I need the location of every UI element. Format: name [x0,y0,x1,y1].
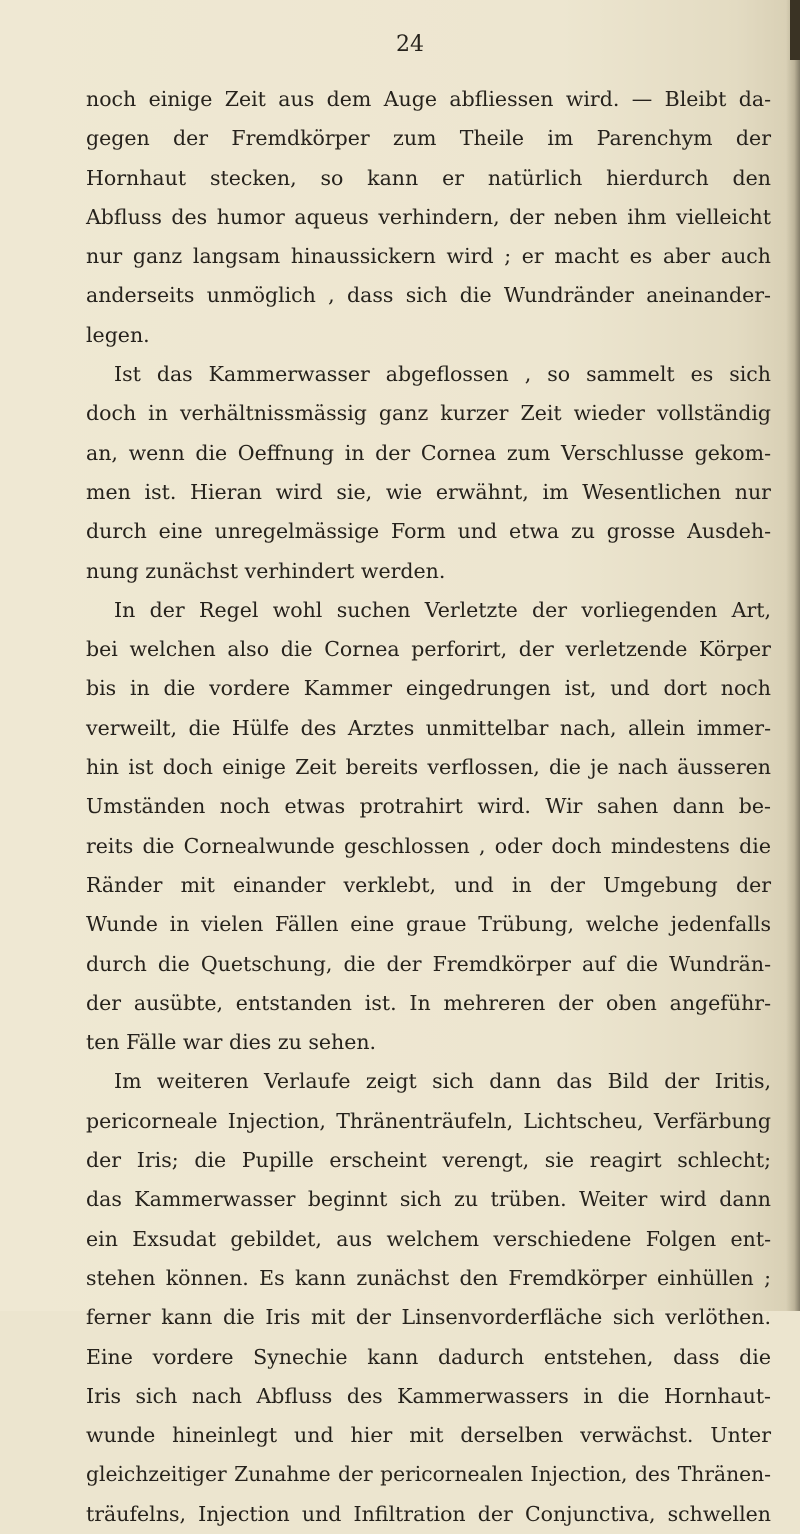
text-line: bis in die vordere Kammer eingedrungen ist, und dort noch [86,676,771,701]
text-line: Hornhaut stecken, so kann er natürlich hierdurch den [86,165,771,190]
text-line: ferner kann die Iris mit der Linsenvorderfläche sich verlöthen. [86,1305,771,1330]
page-edge-shadow [786,0,800,1311]
text-line: stehen können. Es kann zunächst den Fremdkörper einhüllen ; [86,1265,771,1290]
text-line: Eine vordere Synechie kann dadurch entstehen, dass die [86,1344,771,1369]
text-line: an, wenn die Oeffnung in der Cornea zum Verschlusse gekom- [86,440,771,465]
text-line: gegen der Fremdkörper zum Theile im Parenchym der [86,126,771,151]
text-line: wunde hineinlegt und hier mit derselben verwächst. Unter [86,1423,771,1448]
text-line: der ausübte, entstanden ist. In mehreren der oben angeführ- [86,990,771,1015]
page-number: 24 [396,32,424,57]
text-line: träufelns, Injection und Infiltration der Conjunctiva, schwellen [86,1501,771,1526]
text-line: verweilt, die Hülfe des Arztes unmittelbar nach, allein immer- [86,715,771,740]
text-line: durch die Quetschung, die der Fremdkörper auf die Wundrän- [86,951,771,976]
text-line: reits die Cornealwunde geschlossen , oder doch mindestens die [86,833,771,858]
text-line: bei welchen also die Cornea perforirt, der verletzende Körper [86,637,771,662]
text-line: pericorneale Injection, Thränenträufeln, Lichtscheu, Verfärbung [86,1108,771,1133]
text-line: doch in verhältnissmässig ganz kurzer Zeit wieder vollständig [86,401,771,426]
text-line: legen. [86,322,150,347]
text-line: Abfluss des humor aqueus verhindern, der neben ihm vielleicht [86,204,771,229]
text-line: der Iris; die Pupille erscheint verengt, sie reagirt schlecht; [86,1148,771,1173]
text-line: In der Regel wohl suchen Verletzte der vorliegenden Art, [114,597,771,622]
text-line: anderseits unmöglich , dass sich die Wundränder aneinander- [86,283,771,308]
text-line: durch eine unregelmässige Form und etwa zu grosse Ausdeh- [86,519,771,544]
body-text [86,80,771,1534]
text-line: men ist. Hieran wird sie, wie erwähnt, im Wesentlichen nur [86,479,771,504]
text-line: ein Exsudat gebildet, aus welchem verschiedene Folgen ent- [86,1226,771,1251]
text-line: ten Fälle war dies zu sehen. [86,1030,377,1055]
text-line: nur ganz langsam hinaussickern wird ; er macht es aber auch [86,244,771,269]
text-line: noch einige Zeit aus dem Auge abfliessen wird. — Bleibt da- [86,87,771,111]
text-line: Umständen noch etwas protrahirt wird. Wir sahen dann be- [86,794,771,819]
text-line: gleichzeitiger Zunahme der pericornealen Injection, des Thränen- [86,1462,771,1487]
text-line: Wunde in vielen Fällen eine graue Trübung, welche jedenfalls [86,912,771,937]
text-line: das Kammerwasser beginnt sich zu trüben. Weiter wird dann [86,1187,771,1212]
text-line: Iris sich nach Abfluss des Kammerwassers in die Hornhaut- [86,1383,771,1408]
text-line: Ränder mit einander verklebt, und in der Umgebung der [86,872,771,897]
text-line: Im weiteren Verlaufe zeigt sich dann das Bild der Iritis, [114,1069,771,1094]
text-line: hin ist doch einige Zeit bereits verflossen, die je nach äusseren [86,755,771,780]
text-line: nung zunächst verhindert werden. [86,558,446,583]
text-line: Ist das Kammerwasser abgeflossen , so sammelt es sich [114,362,771,387]
